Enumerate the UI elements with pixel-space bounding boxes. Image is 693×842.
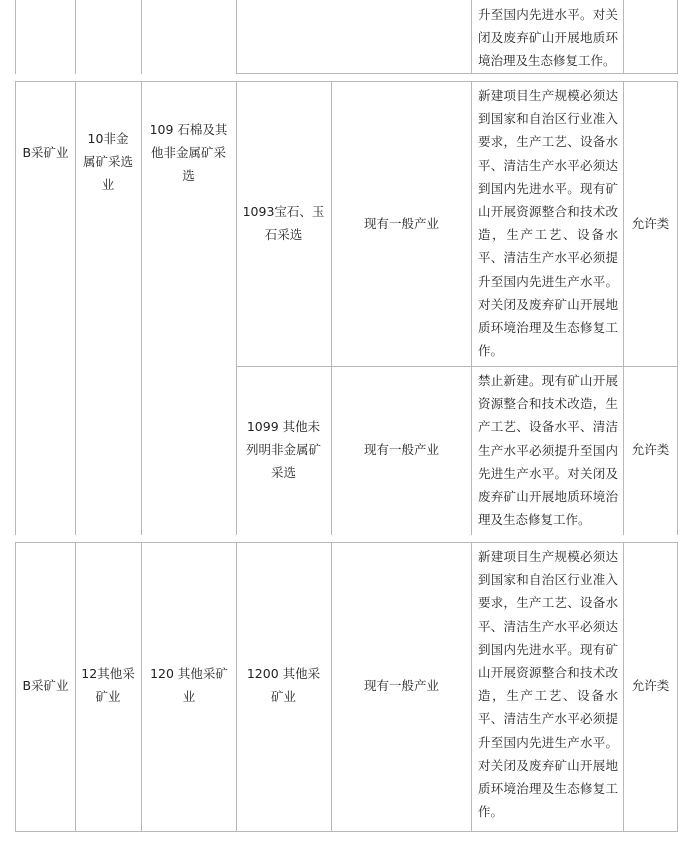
grid-line (623, 81, 624, 535)
grid-line (15, 81, 678, 82)
status-cell: 允许类 (631, 216, 670, 231)
grid-line (15, 542, 678, 543)
grid-line (677, 0, 678, 74)
status-cell: 允许类 (631, 442, 670, 457)
grid-line (236, 542, 237, 832)
category-cell: B采矿业 (22, 678, 69, 693)
grid-line (15, 0, 16, 74)
medium-class-cell: 109 石棉及其他非金属矿采选 (149, 122, 228, 183)
category-cell: B采矿业 (22, 145, 69, 160)
grid-line (331, 81, 332, 535)
grid-line (141, 542, 142, 832)
grid-line (236, 0, 237, 74)
grid-line (623, 0, 624, 74)
grid-line (75, 81, 76, 535)
subclass-cell: 1099 其他未列明非金属矿采选 (245, 419, 321, 480)
requirement-cell: 新建项目生产规模必须达到国家和自治区行业准入要求，生产工艺、设备水平、清洁生产水平必须达到国内先进水平。现有矿山开展资源整合和技术改造，生产工艺、设备水平、清洁生产水平必须提升至国内先进生产水平。对关闭及废弃矿山开展地质环境治理及生态修复工作。 (478, 88, 618, 359)
subclass-cell: 1093宝石、玉石采选 (242, 204, 325, 242)
medium-class-cell: 120 其他采矿业 (150, 666, 228, 704)
grid-line (236, 73, 678, 74)
grid-line (471, 0, 472, 74)
grid-line (677, 542, 678, 832)
industry-type-cell: 现有一般产业 (363, 216, 439, 231)
requirement-cell: 禁止新建。现有矿山开展资源整合和技术改造，生产工艺、设备水平、清洁生产水平必须提升至国内先进生产水平。对关闭及废弃矿山开展地质环境治理及生态修复工作。 (478, 373, 618, 528)
major-class-cell: 10非金属矿采选业 (82, 131, 133, 192)
requirement-text-continued: 升至国内先进水平。对关闭及废弃矿山开展地质环境治理及生态修复工作。 (478, 7, 618, 69)
grid-line (75, 0, 76, 74)
grid-line (75, 542, 76, 832)
grid-line (236, 81, 237, 535)
grid-line (15, 831, 678, 832)
grid-line (471, 81, 472, 535)
requirement-cell: 新建项目生产规模必须达到国家和自治区行业准入要求，生产工艺、设备水平、清洁生产水平必须达到国内先进水平。现有矿山开展资源整合和技术改造，生产工艺、设备水平、清洁生产水平必须提升至国内先进生产水平。对关闭及废弃矿山开展地质环境治理及生态修复工作。 (478, 549, 618, 820)
subclass-cell: 1200 其他采矿业 (246, 666, 321, 704)
major-class-cell: 12其他采矿业 (81, 666, 135, 704)
industry-type-cell: 现有一般产业 (363, 678, 439, 693)
status-cell: 允许类 (631, 678, 670, 693)
grid-line (677, 81, 678, 535)
industry-type-cell: 现有一般产业 (363, 442, 439, 457)
grid-line (236, 366, 678, 367)
grid-line (141, 81, 142, 535)
grid-line (471, 542, 472, 832)
grid-line (141, 0, 142, 74)
